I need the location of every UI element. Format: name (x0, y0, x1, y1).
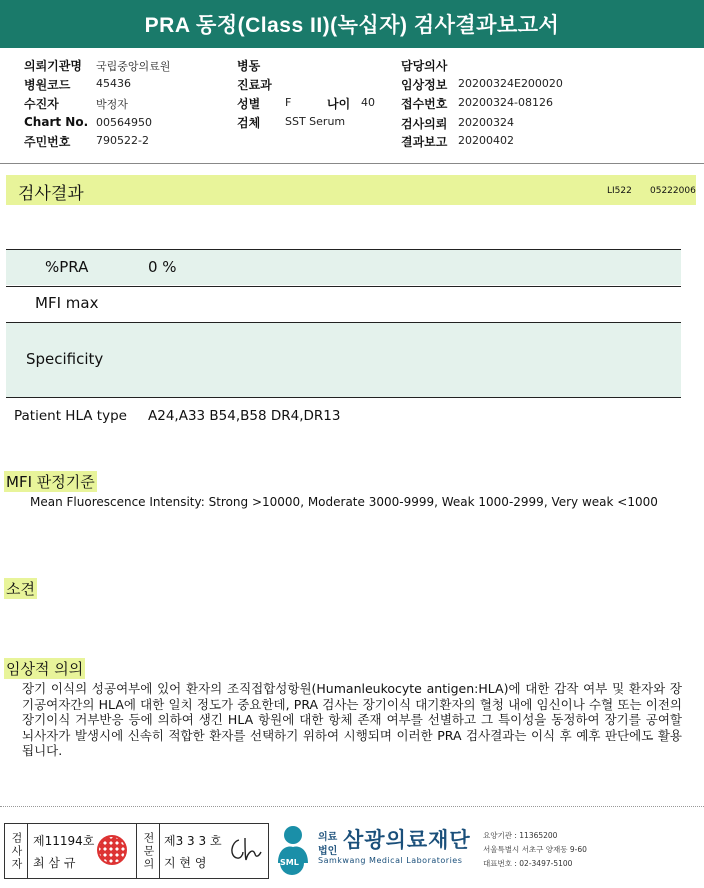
info-value: 00564950 (96, 116, 152, 129)
specialist-signature (225, 834, 263, 866)
info-value: 790522-2 (96, 134, 149, 147)
sml-logo-icon (270, 823, 318, 877)
pra-label: %PRA (45, 258, 89, 276)
results-section-bar (6, 175, 696, 205)
info-label: Chart No. (24, 115, 89, 129)
info-label: 접수번호 (401, 97, 448, 111)
hla-type-value: A24,A33 B54,B58 DR4,DR13 (148, 408, 341, 424)
info-label: 임상정보 (401, 78, 448, 92)
info-label: 담당의사 (401, 59, 448, 73)
specialist-name: 지 현 영 (164, 856, 207, 870)
mfi-max-label: MFI max (35, 294, 99, 312)
results-code-2: 05222006 (650, 186, 696, 196)
info-value: SST Serum (285, 115, 346, 128)
info-value: 20200402 (458, 134, 514, 147)
opinion-title: 소견 (6, 580, 35, 598)
sml-logo (270, 823, 318, 877)
org-contact: 요양기관 : 11365200 (483, 831, 558, 840)
org-contact: 서울특별시 서초구 양재동 9-60 (483, 845, 587, 854)
mfi-criteria-text: Mean Fluorescence Intensity: Strong >10000, Moderate 3000-9999, Weak 1000-2999, Very weak <1000 (30, 495, 658, 509)
results-section-title: 검사결과 (18, 184, 84, 204)
org-name: 삼광의료재단 (343, 828, 471, 852)
info-label: 주민번호 (24, 135, 71, 149)
org-contact: 대표번호 : 02-3497-5100 (483, 859, 573, 868)
info-label: 검사의뢰 (401, 117, 448, 131)
examiner-license: 제11194호 (33, 834, 95, 848)
info-label: 성별 (237, 97, 261, 111)
specialist-license: 제3 3 3 호 (164, 834, 222, 848)
mfi-criteria-title: MFI 판정기준 (6, 473, 95, 491)
results-code-1: LI522 (607, 186, 632, 196)
info-value: 20200324 (458, 116, 514, 129)
org-prefix: 의료 (318, 832, 338, 843)
info-label: 검체 (237, 116, 261, 130)
info-value: F (285, 96, 292, 109)
report-title: PRA 동정(Class II)(녹십자) 검사결과보고서 (0, 0, 704, 48)
signature-box (4, 823, 269, 879)
clinical-text: 장기 이식의 성공여부에 있어 환자의 조직접합성항원(Humanleukocyte antigen:HLA)에 대한 감작 여부 및 환자와 장기공여자간의 HLA에 대한 일치 정도가 중요한데, PRA 검사는 장기이식 대기환자의 혈청 내에 임신이나 수혈 또는 이전의 장기이식 거부반응 등에 의하여 생긴 HLA 항원에 대한 항체 존재 여부를 선별하고 그 특이성을 동정하여 장기를 공여할 뇌사자가 발생시에 신속히 적합한 환자를 선택하기 위하여 시행되며 이러한 PRA 검사결과는 이식 후 예후 판단에도 활용됩니다. (22, 681, 682, 758)
info-value: 20200324-08126 (458, 96, 553, 109)
divider (6, 286, 681, 287)
pra-value: 0 % (148, 258, 177, 276)
specificity-row-bg (6, 323, 681, 397)
divider (6, 397, 681, 398)
info-value: 박정자 (96, 98, 128, 111)
age-label: 나이 (327, 97, 351, 111)
org-prefix: 법인 (318, 846, 338, 857)
clinical-title: 임상적 의의 (6, 660, 84, 678)
org-english-name: Samkwang Medical Laboratories (318, 856, 463, 865)
info-label: 진료과 (237, 78, 272, 92)
specificity-label: Specificity (26, 350, 104, 368)
examiner-label: 검사자 (5, 824, 28, 878)
info-label: 병동 (237, 59, 261, 73)
info-label: 의뢰기관명 (24, 59, 82, 73)
info-value: 45436 (96, 77, 131, 90)
pra-row-bg (6, 249, 681, 285)
info-label: 수진자 (24, 97, 59, 111)
divider (0, 163, 704, 164)
examiner-seal (97, 835, 127, 865)
specialist-label: 전문의 (136, 824, 160, 878)
divider (0, 806, 704, 807)
info-value: 20200324E200020 (458, 77, 563, 90)
hla-type-label: Patient HLA type (14, 408, 127, 424)
age-value: 40 (361, 96, 375, 109)
info-value: 국립중앙의료원 (96, 60, 171, 73)
info-label: 병원코드 (24, 78, 71, 92)
info-label: 결과보고 (401, 135, 448, 149)
examiner-name: 최 삼 규 (33, 856, 76, 870)
divider (6, 249, 681, 250)
sml-logo-text: SML (280, 858, 299, 867)
